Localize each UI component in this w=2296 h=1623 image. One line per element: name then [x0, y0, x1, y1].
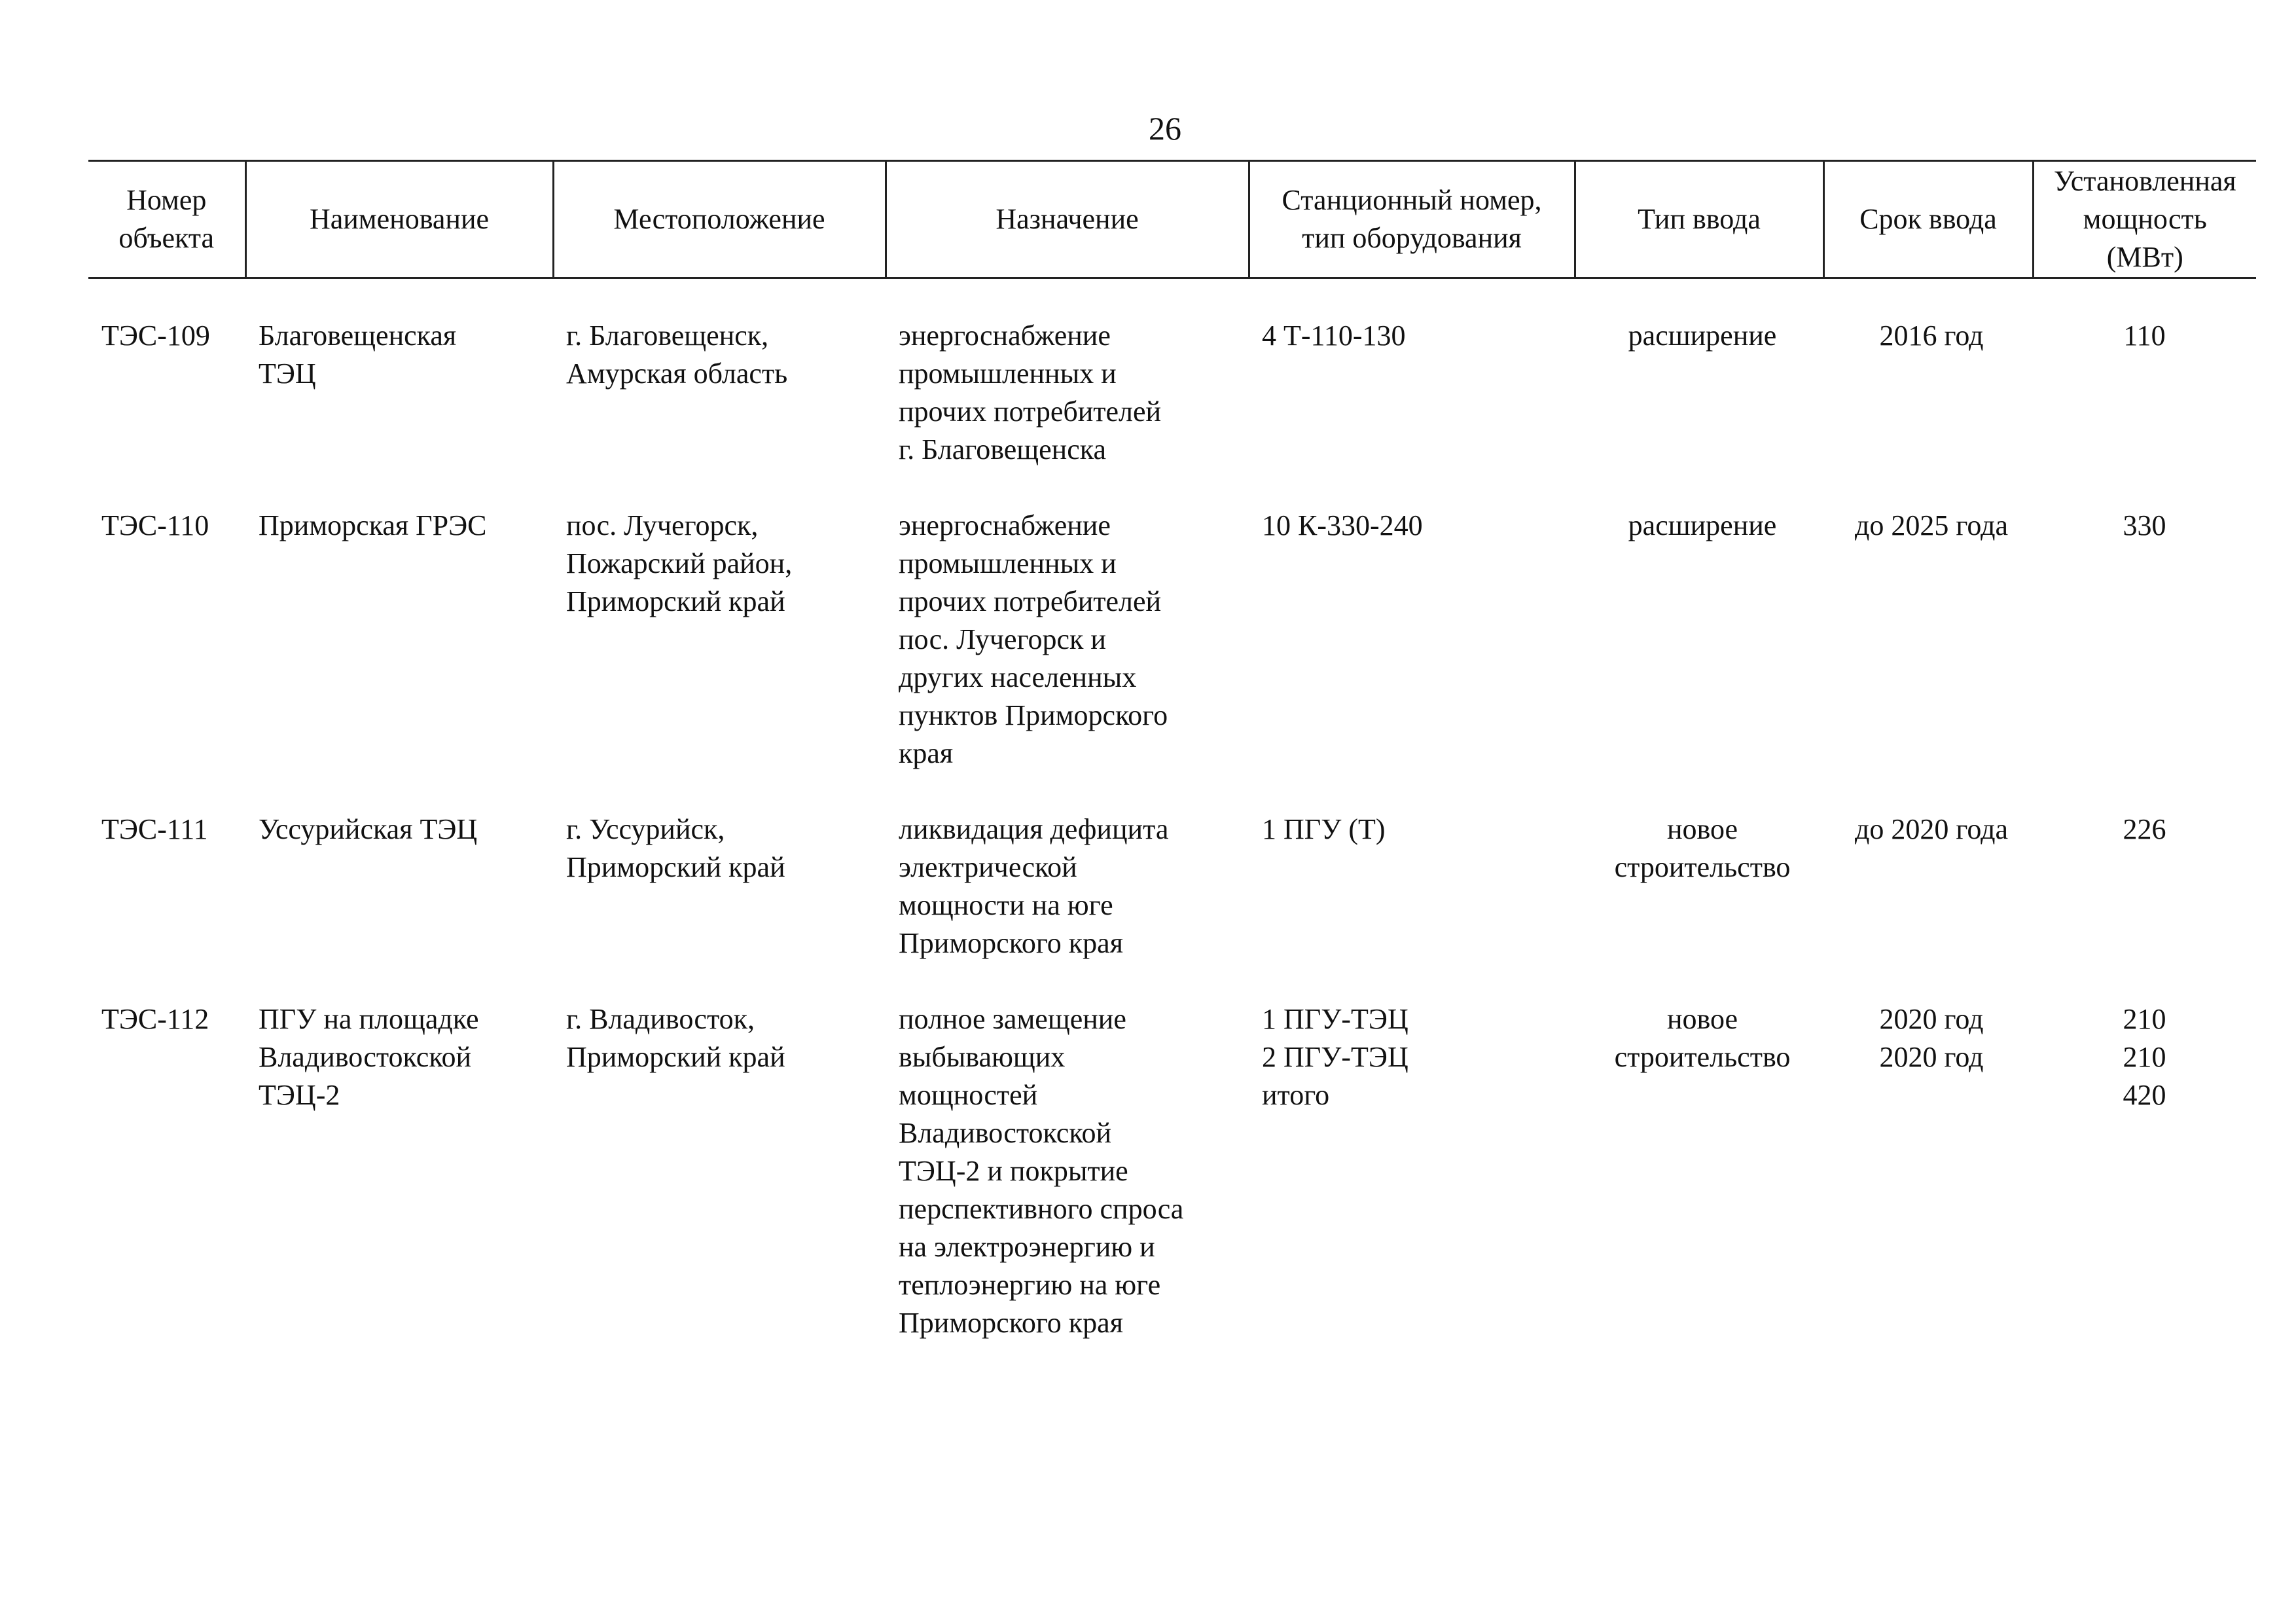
cell-capacity: [2033, 811, 2256, 1000]
cell-equipment: [1249, 1000, 1575, 1380]
header-input-date: Срок ввода: [1823, 161, 2033, 278]
capacity-line: 226: [2123, 813, 2166, 845]
cell-purpose: ликвидация дефицита электрической мощности на юге Приморского края: [899, 813, 1169, 959]
input-date-line: до 2025 года: [1855, 509, 2008, 541]
header-input-type: Тип ввода: [1575, 161, 1823, 278]
cell-capacity: [2033, 507, 2256, 811]
cell-equipment: [1249, 317, 1575, 507]
equipment-line: 2 ПГУ-ТЭЦ: [1262, 1041, 1408, 1073]
header-purpose: Назначение: [886, 161, 1249, 278]
cell-number: ТЭС-109: [101, 319, 210, 352]
cell-number: ТЭС-111: [101, 813, 208, 845]
cell-name: Приморская ГРЭС: [259, 509, 487, 541]
input-date-line: 2016 год: [1879, 319, 1984, 352]
input-date-line: 2020 год: [1879, 1041, 1984, 1073]
equipment-line: 1 ПГУ (Т): [1262, 813, 1386, 845]
capacity-line: 330: [2123, 509, 2166, 541]
cell-number: ТЭС-110: [101, 509, 209, 541]
capacity-line: 210: [2123, 1003, 2166, 1035]
cell-input-type: расширение: [1628, 319, 1777, 352]
equipment-line: итого: [1262, 1079, 1330, 1111]
cell-location: г. Владивосток, Приморский край: [566, 1003, 785, 1073]
header-number: Номер объекта: [88, 161, 245, 278]
cell-name: Благовещенская ТЭЦ: [259, 319, 457, 390]
cell-input-date: [1823, 811, 2033, 1000]
cell-purpose: полное замещение выбывающих мощностей Владивостокской ТЭЦ-2 и покрытие перспективного спроса на электроэнергию и теплоэнергию на юге Приморского края: [899, 1003, 1184, 1339]
cell-number: ТЭС-112: [101, 1003, 209, 1035]
cell-purpose: энергоснабжение промышленных и прочих потребителей пос. Лучегорск и других населенных пунктов Приморского края: [899, 509, 1168, 769]
cell-input-type: новое строительство: [1614, 813, 1791, 883]
input-date-line: до 2020 года: [1855, 813, 2008, 845]
cell-input-date: [1823, 1000, 2033, 1380]
page-number: 26: [1149, 110, 1181, 147]
cell-location: г. Уссурийск, Приморский край: [566, 813, 785, 883]
equipment-line: 1 ПГУ-ТЭЦ: [1262, 1003, 1408, 1035]
capacity-line: 420: [2123, 1079, 2166, 1111]
cell-capacity: [2033, 317, 2256, 507]
table-row: [88, 811, 2256, 1000]
cell-equipment: [1249, 507, 1575, 811]
cell-purpose: энергоснабжение промышленных и прочих потребителей г. Благовещенска: [899, 319, 1162, 465]
capacity-line: 210: [2123, 1041, 2166, 1073]
cell-input-type: расширение: [1628, 509, 1777, 541]
table-row: [88, 1000, 2256, 1380]
cell-name: Уссурийская ТЭЦ: [259, 813, 478, 845]
cell-location: г. Благовещенск, Амурская область: [566, 319, 788, 390]
cell-capacity: [2033, 1000, 2256, 1380]
header-capacity: Установленная мощность (МВт): [2033, 161, 2256, 278]
cell-input-date: [1823, 317, 2033, 507]
header-name: Наименование: [245, 161, 553, 278]
table-row: [88, 507, 2256, 811]
cell-name: ПГУ на площадке Владивостокской ТЭЦ-2: [259, 1003, 479, 1111]
input-date-line: 2020 год: [1879, 1003, 1984, 1035]
cell-input-type: новое строительство: [1614, 1003, 1791, 1073]
table-row: [88, 317, 2256, 507]
equipment-line: 4 Т-110-130: [1262, 319, 1406, 352]
table-header-row: [88, 161, 2256, 278]
cell-input-date: [1823, 507, 2033, 811]
facilities-table: [88, 160, 2256, 1380]
cell-location: пос. Лучегорск, Пожарский район, Приморский край: [566, 509, 793, 617]
header-equipment: Станционный номер, тип оборудования: [1249, 161, 1575, 278]
equipment-line: 10 К-330-240: [1262, 509, 1423, 541]
cell-equipment: [1249, 811, 1575, 1000]
capacity-line: 110: [2123, 319, 2166, 352]
header-location: Местоположение: [553, 161, 886, 278]
